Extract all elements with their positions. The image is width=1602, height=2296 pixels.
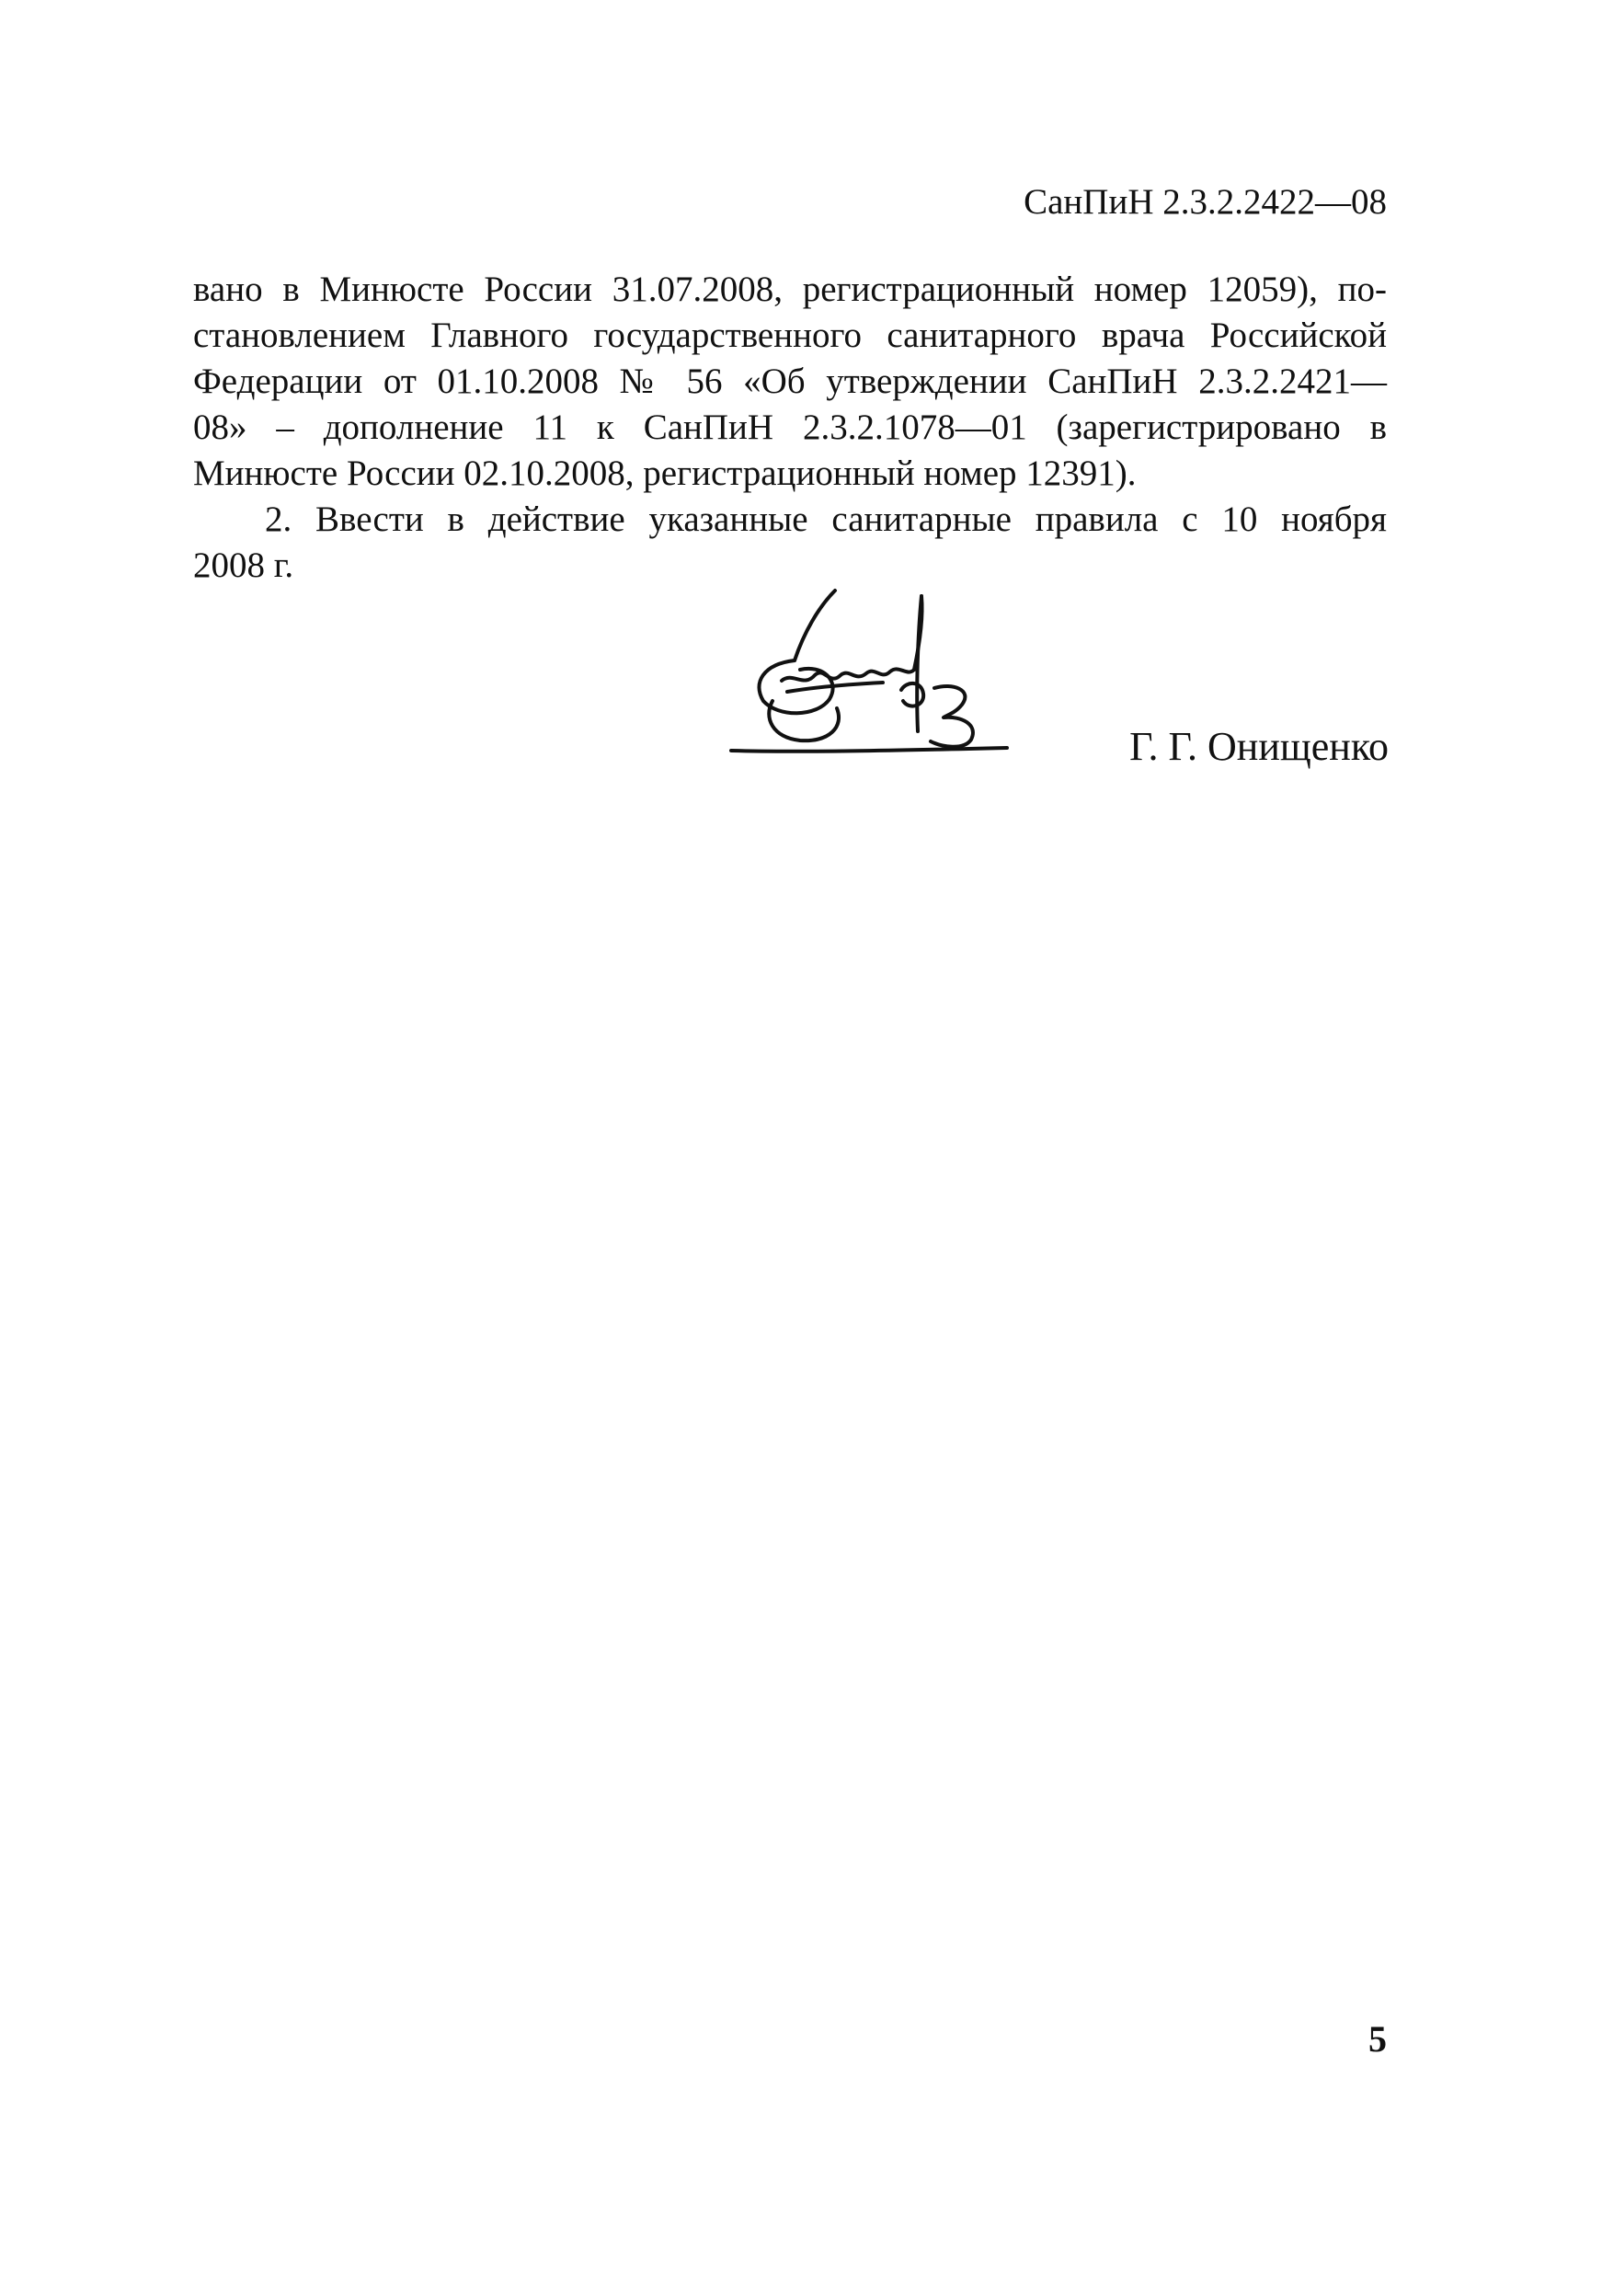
text-line: 08» – дополнение 11 к СанПиН 2.3.2.1078—01 (зарегистрировано в (193, 408, 1387, 447)
signature-block (727, 580, 1389, 791)
text-line: становлением Главного государственного санитарного врача Российской (193, 316, 1387, 355)
body-text (193, 267, 1387, 589)
paragraph-effective-date (193, 497, 1387, 589)
handwritten-signature-icon (727, 580, 1039, 791)
text-line: 2. Ввести в действие указанные санитарные правила с 10 ноября (265, 499, 1387, 539)
text-line: Минюсте России 02.10.2008, регистрационный номер 12391). (193, 453, 1137, 493)
signer-name: Г. Г. Онищенко (1129, 724, 1389, 769)
text-line: Федерации от 01.10.2008 № 56 «Об утверждении СанПиН 2.3.2.2421— (193, 362, 1387, 401)
page-number: 5 (1368, 2018, 1387, 2060)
running-header-doc-code: СанПиН 2.3.2.2422—08 (1024, 182, 1387, 222)
text-line: 2008 г. (193, 545, 294, 585)
paragraph-registration (193, 267, 1387, 497)
text-line: вано в Минюсте России 31.07.2008, регистрационный номер 12059), по- (193, 270, 1387, 309)
